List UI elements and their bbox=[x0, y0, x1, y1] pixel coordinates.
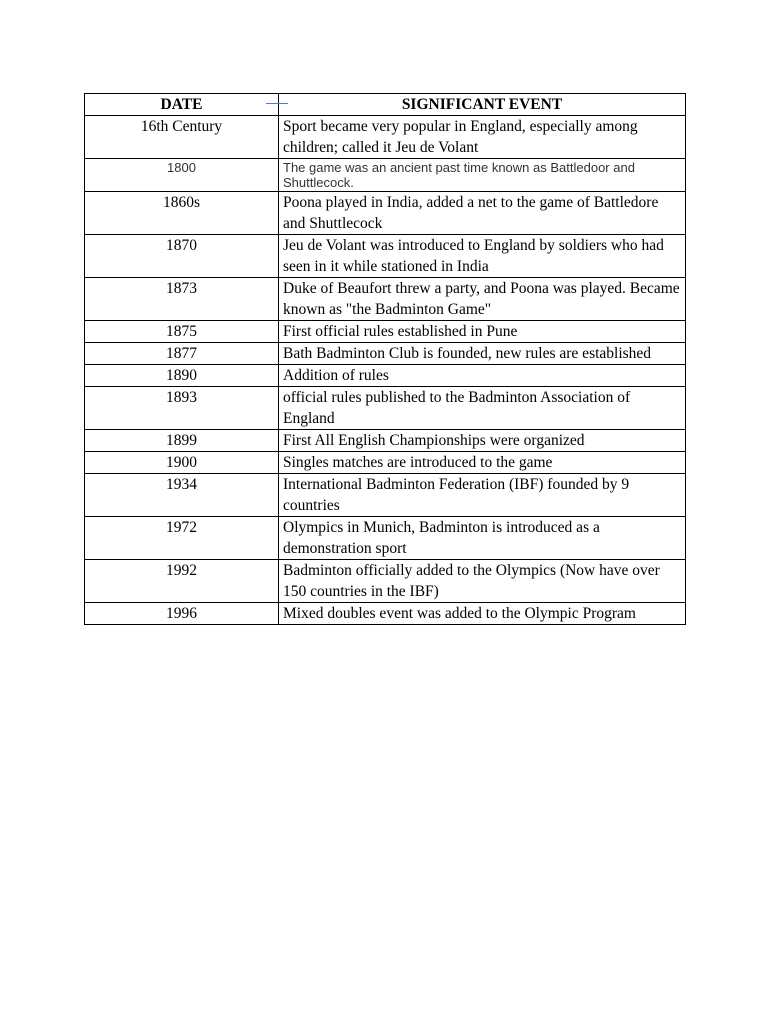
table-row bbox=[85, 560, 686, 603]
event-cell: Jeu de Volant was introduced to England by soldiers who had seen in it while stationed in India bbox=[279, 235, 686, 278]
event-cell: Sport became very popular in England, especially among children; called it Jeu de Volant bbox=[279, 116, 686, 159]
table-row bbox=[85, 517, 686, 560]
table-row bbox=[85, 365, 686, 387]
date-cell: 1800 bbox=[85, 159, 279, 192]
event-cell: The game was an ancient past time known as Battledoor and Shuttlecock. bbox=[279, 159, 686, 192]
date-cell: 1934 bbox=[85, 474, 279, 517]
date-cell: 1870 bbox=[85, 235, 279, 278]
date-cell: 1893 bbox=[85, 387, 279, 430]
table-row bbox=[85, 278, 686, 321]
date-cell: 1996 bbox=[85, 603, 279, 625]
event-cell: First official rules established in Pune bbox=[279, 321, 686, 343]
event-cell: official rules published to the Badminton Association of England bbox=[279, 387, 686, 430]
event-cell: Badminton officially added to the Olympics (Now have over 150 countries in the IBF) bbox=[279, 560, 686, 603]
event-cell: Singles matches are introduced to the game bbox=[279, 452, 686, 474]
date-column-header bbox=[85, 94, 279, 116]
table-row bbox=[85, 321, 686, 343]
table-row bbox=[85, 159, 686, 192]
table-row bbox=[85, 430, 686, 452]
table-row bbox=[85, 116, 686, 159]
date-cell: 1899 bbox=[85, 430, 279, 452]
event-cell: First All English Championships were organized bbox=[279, 430, 686, 452]
date-cell: 1890 bbox=[85, 365, 279, 387]
date-cell: 1860s bbox=[85, 192, 279, 235]
table-row bbox=[85, 452, 686, 474]
date-cell: 1877 bbox=[85, 343, 279, 365]
date-cell: 16th Century bbox=[85, 116, 279, 159]
table-row bbox=[85, 603, 686, 625]
event-cell: Duke of Beaufort threw a party, and Poona was played. Became known as "the Badminton Game" bbox=[279, 278, 686, 321]
table-header-row bbox=[85, 94, 686, 116]
badminton-timeline-table bbox=[84, 93, 686, 625]
table-row bbox=[85, 192, 686, 235]
event-cell: Bath Badminton Club is founded, new rules are established bbox=[279, 343, 686, 365]
event-cell: Olympics in Munich, Badminton is introduced as a demonstration sport bbox=[279, 517, 686, 560]
table-row bbox=[85, 343, 686, 365]
date-cell: 1875 bbox=[85, 321, 279, 343]
date-cell: 1900 bbox=[85, 452, 279, 474]
date-header-label: DATE bbox=[160, 96, 203, 113]
date-cell: 1873 bbox=[85, 278, 279, 321]
table-row bbox=[85, 235, 686, 278]
date-cell: 1992 bbox=[85, 560, 279, 603]
event-cell: International Badminton Federation (IBF) founded by 9 countries bbox=[279, 474, 686, 517]
date-cell: 1972 bbox=[85, 517, 279, 560]
table-row bbox=[85, 474, 686, 517]
event-cell: Poona played in India, added a net to the game of Battledore and Shuttlecock bbox=[279, 192, 686, 235]
event-cell: Mixed doubles event was added to the Olympic Program bbox=[279, 603, 686, 625]
event-column-header: SIGNIFICANT EVENT bbox=[279, 94, 686, 116]
table-row bbox=[85, 387, 686, 430]
event-cell: Addition of rules bbox=[279, 365, 686, 387]
